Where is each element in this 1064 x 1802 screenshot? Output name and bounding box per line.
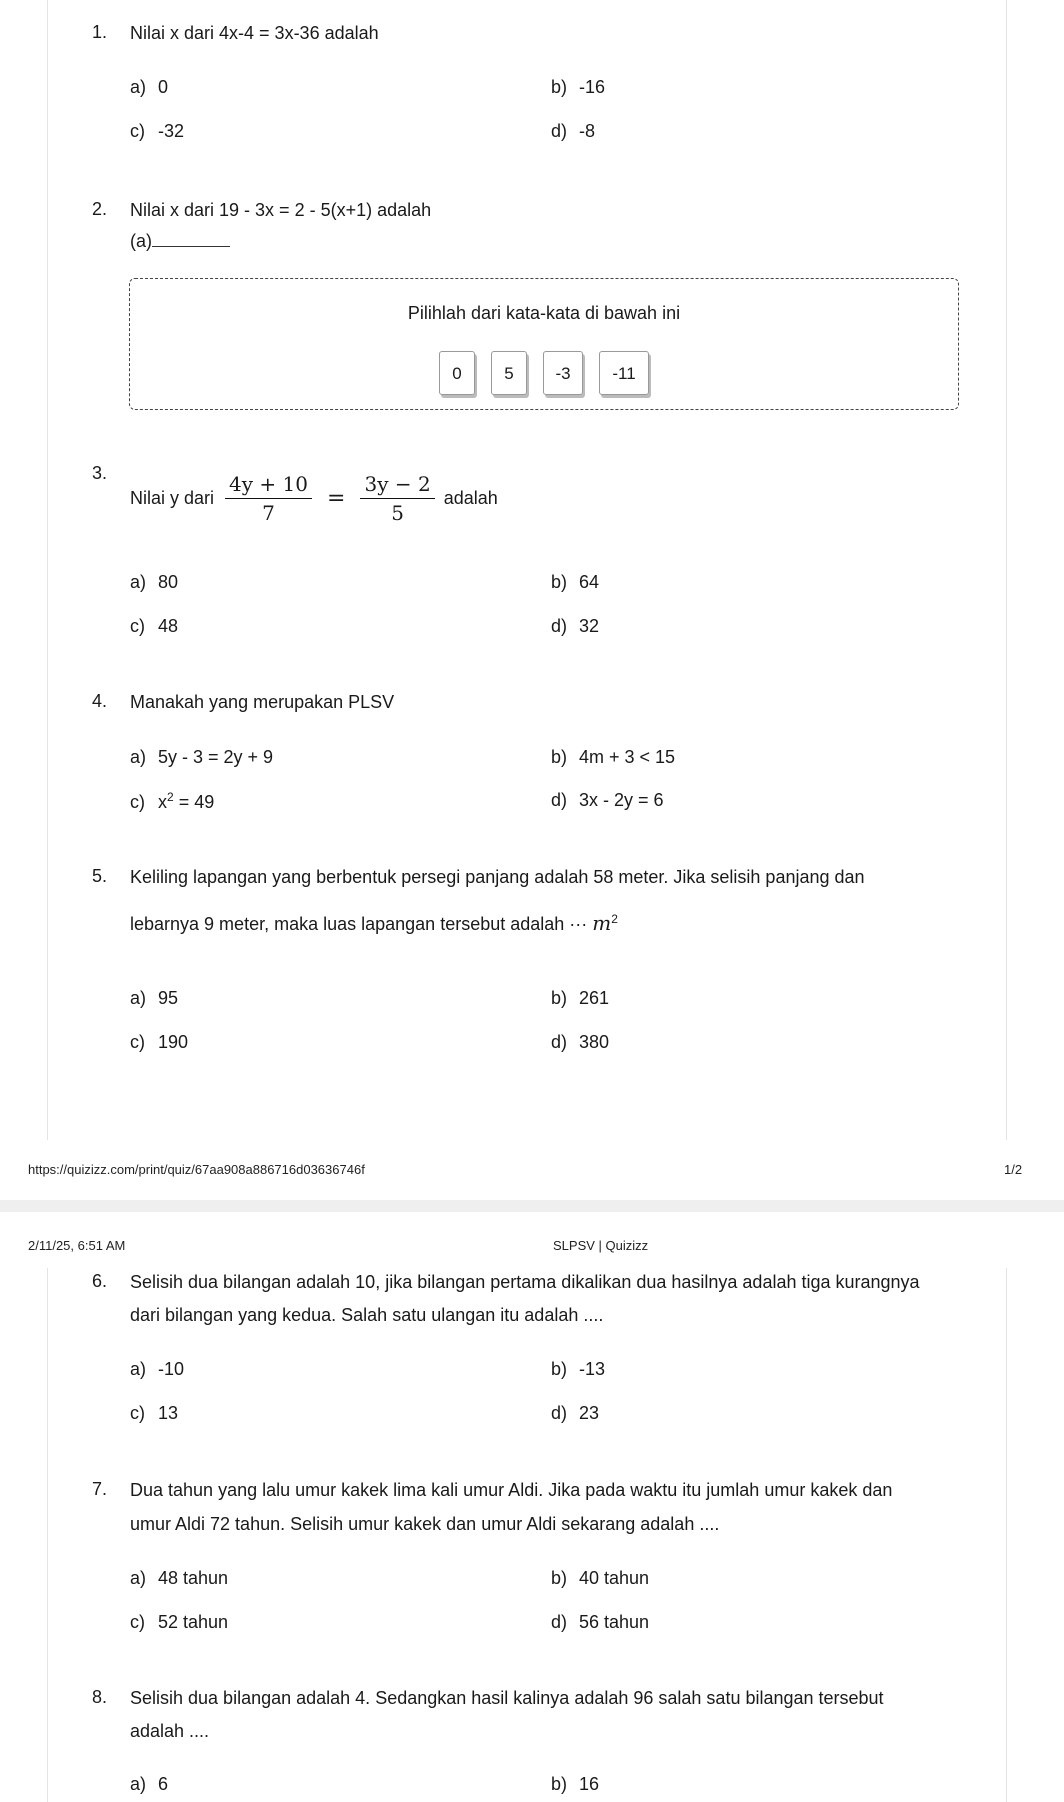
footer-page-number: 1/2 [1004, 1162, 1023, 1177]
equation-prefix: Nilai y dari [130, 488, 215, 508]
word-bank [129, 278, 959, 410]
option-a: a) 0 [130, 77, 169, 97]
question-equation [130, 470, 498, 527]
word-chip[interactable]: 5 [491, 351, 527, 395]
question-text-line1: Keliling lapangan yang berbentuk persegi panjang adalah 58 meter. Jika selisih panjang dan [130, 867, 865, 887]
question-number: 1. [92, 22, 108, 42]
option-a: a) 5y - 3 = 2y + 9 [130, 747, 274, 767]
option-a: a) 80 [130, 572, 179, 592]
question-text-line2: lebarnya 9 meter, maka luas lapangan tersebut adalah ··· $m^2$ [130, 911, 618, 935]
question-text: Manakah yang merupakan PLSV [130, 692, 395, 712]
option-b: b) -16 [551, 77, 606, 97]
unit-exponent: 2 [611, 912, 618, 926]
header-datetime: 2/11/25, 6:51 AM [28, 1238, 126, 1253]
option-c: c) -32 [130, 121, 185, 141]
option-d: d) 56 tahun [551, 1612, 650, 1632]
option-d: d) 3x - 2y = 6 [551, 790, 664, 810]
answer-blank[interactable]: (a) [130, 230, 230, 253]
fraction-numerator: 4y + 10 [225, 470, 312, 499]
option-b: b) 16 [551, 1774, 600, 1794]
word-chip[interactable]: -3 [543, 351, 583, 395]
option-b: b) 64 [551, 572, 600, 592]
word-bank-chips [130, 351, 958, 395]
question-number: 8. [92, 1687, 108, 1707]
option-b: b) 261 [551, 988, 610, 1008]
fraction-denominator: 7 [262, 501, 275, 525]
option-c: c) 190 [130, 1032, 189, 1052]
question-number: 2. [92, 199, 108, 219]
fraction-numerator: 3y − 2 [360, 470, 434, 499]
option-c: c) 13 [130, 1403, 179, 1423]
option-c: c) 48 [130, 616, 179, 636]
option-c: c) 52 tahun [130, 1612, 229, 1632]
question-number: 3. [92, 463, 108, 483]
equals-sign: = [327, 486, 346, 511]
question-number: 4. [92, 691, 108, 711]
unit-symbol: m [592, 911, 612, 935]
fraction-left [225, 470, 312, 527]
question-text-line2: adalah .... [130, 1721, 210, 1741]
option-d: d) 32 [551, 616, 600, 636]
question-text-line2: dari bilangan yang kedua. Salah satu ulangan itu adalah .... [130, 1305, 604, 1325]
page-1-frame [47, 0, 1007, 1140]
option-d: d) -8 [551, 121, 596, 141]
option-a: a) -10 [130, 1359, 185, 1379]
question-number: 6. [92, 1271, 108, 1291]
question-number: 5. [92, 866, 108, 886]
fraction-denominator: 5 [391, 501, 404, 525]
question-text: Nilai x dari 19 - 3x = 2 - 5(x+1) adalah [130, 200, 432, 220]
question-number: 7. [92, 1479, 108, 1499]
header-title: SLPSV | Quizizz [553, 1238, 649, 1253]
page-separator [0, 1200, 1064, 1212]
option-d: d) 23 [551, 1403, 600, 1423]
question-text-line2: umur Aldi 72 tahun. Selisih umur kakek dan umur Aldi sekarang adalah .... [130, 1514, 720, 1534]
option-a: a) 6 [130, 1774, 169, 1794]
option-b: b) -13 [551, 1359, 606, 1379]
option-b: b) 4m + 3 < 15 [551, 747, 676, 767]
word-chip[interactable]: 0 [439, 351, 475, 395]
option-d: d) 380 [551, 1032, 610, 1052]
option-a: a) 48 tahun [130, 1568, 229, 1588]
question-text-line1: Dua tahun yang lalu umur kakek lima kali umur Aldi. Jika pada waktu itu jumlah umur kakek dan [130, 1480, 893, 1500]
question-text-line1: Selisih dua bilangan adalah 10, jika bilangan pertama dikalikan dua hasilnya adalah tiga kurangnya [130, 1272, 920, 1292]
question-text: Nilai x dari 4x-4 = 3x-36 adalah [130, 23, 379, 43]
blank-line [152, 232, 230, 247]
option-a: a) 95 [130, 988, 179, 1008]
word-chip[interactable]: -11 [599, 351, 649, 395]
footer-url[interactable]: https://quizizz.com/print/quiz/67aa908a886716d03636746f [28, 1162, 365, 1177]
option-c: c) $x^2 = 49$ [130, 790, 215, 812]
option-b: b) 40 tahun [551, 1568, 650, 1588]
fraction-right [360, 470, 434, 527]
equation-suffix: adalah [443, 488, 498, 508]
question-text-line1: Selisih dua bilangan adalah 4. Sedangkan hasil kalinya adalah 96 salah satu bilangan tersebut [130, 1688, 884, 1708]
word-bank-title: Pilihlah dari kata-kata di bawah ini [407, 303, 681, 323]
